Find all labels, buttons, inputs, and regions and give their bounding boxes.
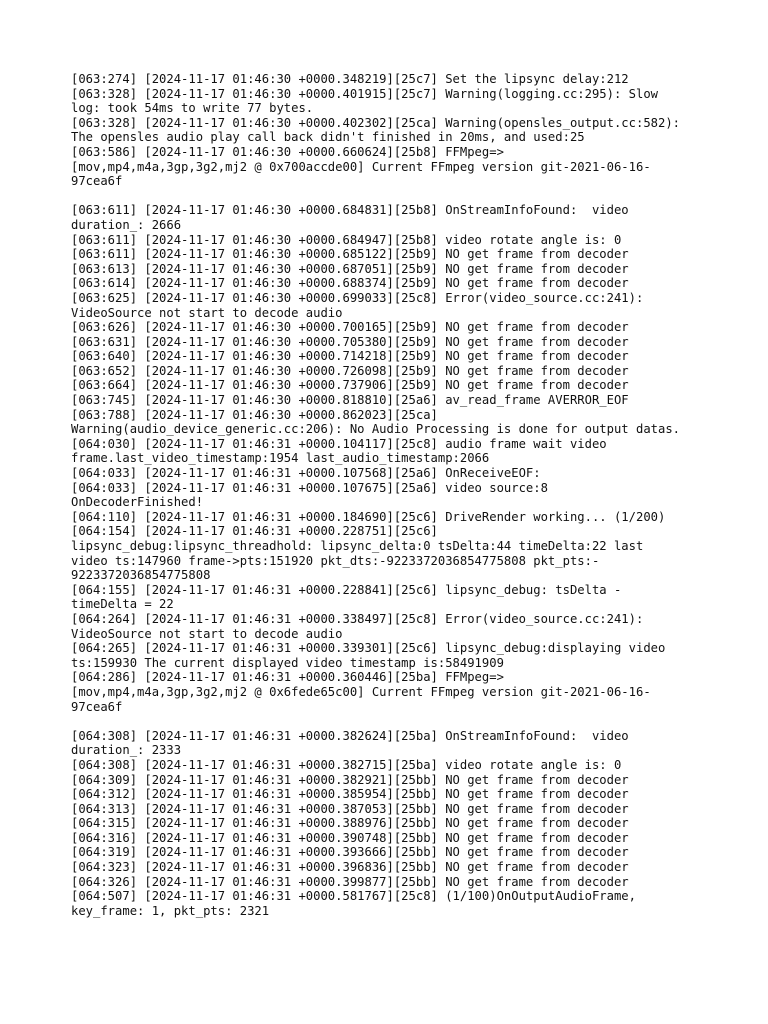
log-line: [064:309] [2024-11-17 01:46:31 +0000.382921][25bb] NO get frame from decoder bbox=[71, 772, 629, 787]
log-line: [063:631] [2024-11-17 01:46:30 +0000.705380][25b9] NO get frame from decoder bbox=[71, 334, 629, 349]
log-line: frame.last_video_timestamp:1954 last_audio_timestamp:2066 bbox=[71, 451, 490, 466]
log-line: [064:326] [2024-11-17 01:46:31 +0000.399877][25bb] NO get frame from decoder bbox=[71, 874, 629, 889]
log-line: [063:625] [2024-11-17 01:46:30 +0000.699033][25c8] Error(video_source.cc:241): bbox=[71, 290, 644, 305]
log-line: [064:033] [2024-11-17 01:46:31 +0000.107675][25a6] video source:8 bbox=[71, 480, 548, 495]
log-line: [063:274] [2024-11-17 01:46:30 +0000.348219][25c7] Set the lipsync delay:212 bbox=[71, 72, 629, 86]
blank-line bbox=[71, 714, 711, 729]
log-line: 97cea6f bbox=[71, 699, 123, 714]
log-line: [063:586] [2024-11-17 01:46:30 +0000.660624][25b8] FFMpeg=> bbox=[71, 144, 504, 159]
log-line: [063:611] [2024-11-17 01:46:30 +0000.684947][25b8] video rotate angle is: 0 bbox=[71, 232, 622, 247]
log-line: 97cea6f bbox=[71, 174, 123, 189]
log-line: [064:286] [2024-11-17 01:46:31 +0000.360446][25ba] FFMpeg=> bbox=[71, 670, 504, 685]
log-line: [064:265] [2024-11-17 01:46:31 +0000.339301][25c6] lipsync_debug:displaying video bbox=[71, 641, 666, 656]
log-line: [064:313] [2024-11-17 01:46:31 +0000.387053][25bb] NO get frame from decoder bbox=[71, 801, 629, 816]
log-line: key_frame: 1, pkt_pts: 2321 bbox=[71, 903, 270, 918]
log-line: video ts:147960 frame->pts:151920 pkt_dts:-9223372036854775808 pkt_pts:- bbox=[71, 553, 600, 568]
log-line: [063:328] [2024-11-17 01:46:30 +0000.402302][25ca] Warning(opensles_output.cc:582): bbox=[71, 115, 681, 130]
log-line: [064:507] [2024-11-17 01:46:31 +0000.581767][25c8] (1/100)OnOutputAudioFrame, bbox=[71, 889, 636, 904]
log-line: timeDelta = 22 bbox=[71, 597, 174, 612]
log-line: duration_: 2666 bbox=[71, 217, 182, 232]
log-line: lipsync_debug:lipsync_threadhold: lipsync_delta:0 tsDelta:44 timeDelta:22 last bbox=[71, 539, 644, 553]
log-line: [063:640] [2024-11-17 01:46:30 +0000.714218][25b9] NO get frame from decoder bbox=[71, 349, 629, 364]
log-line: [063:613] [2024-11-17 01:46:30 +0000.687051][25b9] NO get frame from decoder bbox=[71, 261, 629, 276]
log-line: [063:745] [2024-11-17 01:46:30 +0000.818810][25a6] av_read_frame AVERROR_EOF bbox=[71, 393, 629, 408]
log-line: [064:264] [2024-11-17 01:46:31 +0000.338497][25c8] Error(video_source.cc:241): bbox=[71, 611, 644, 626]
log-line: [063:652] [2024-11-17 01:46:30 +0000.726098][25b9] NO get frame from decoder bbox=[71, 363, 629, 378]
log-line: [063:626] [2024-11-17 01:46:30 +0000.700165][25b9] NO get frame from decoder bbox=[71, 320, 629, 335]
log-line: [064:319] [2024-11-17 01:46:31 +0000.393666][25bb] NO get frame from decoder bbox=[71, 845, 629, 860]
log-line: [063:664] [2024-11-17 01:46:30 +0000.737906][25b9] NO get frame from decoder bbox=[71, 378, 629, 393]
log-line: Warning(audio_device_generic.cc:206): No Audio Processing is done for output datas. bbox=[71, 422, 681, 437]
blank-line bbox=[71, 189, 711, 204]
log-line: [064:033] [2024-11-17 01:46:31 +0000.107568][25a6] OnReceiveEOF: bbox=[71, 466, 541, 481]
log-line: [mov,mp4,m4a,3gp,3g2,mj2 @ 0x6fede65c00] Current FFmpeg version git-2021-06-16- bbox=[71, 684, 651, 699]
log-line: [063:788] [2024-11-17 01:46:30 +0000.862023][25ca] bbox=[71, 407, 438, 422]
log-line: [064:308] [2024-11-17 01:46:31 +0000.382624][25ba] OnStreamInfoFound: video bbox=[71, 728, 629, 743]
log-line: [063:611] [2024-11-17 01:46:30 +0000.685122][25b9] NO get frame from decoder bbox=[71, 247, 629, 262]
log-line: [063:614] [2024-11-17 01:46:30 +0000.688374][25b9] NO get frame from decoder bbox=[71, 276, 629, 291]
log-line: [063:611] [2024-11-17 01:46:30 +0000.684831][25b8] OnStreamInfoFound: video bbox=[71, 203, 629, 218]
log-text-block bbox=[71, 72, 711, 918]
log-line: ts:159930 The current displayed video timestamp is:58491909 bbox=[71, 655, 504, 670]
log-line: [064:155] [2024-11-17 01:46:31 +0000.228841][25c6] lipsync_debug: tsDelta - bbox=[71, 582, 622, 597]
log-line: [064:312] [2024-11-17 01:46:31 +0000.385954][25bb] NO get frame from decoder bbox=[71, 787, 629, 802]
log-line: [064:030] [2024-11-17 01:46:31 +0000.104117][25c8] audio frame wait video bbox=[71, 436, 607, 451]
log-line: [064:315] [2024-11-17 01:46:31 +0000.388976][25bb] NO get frame from decoder bbox=[71, 816, 629, 831]
log-line: 9223372036854775808 bbox=[71, 568, 211, 583]
log-line: log: took 54ms to write 77 bytes. bbox=[71, 101, 314, 116]
log-line: [063:328] [2024-11-17 01:46:30 +0000.401915][25c7] Warning(logging.cc:295): Slow bbox=[71, 86, 658, 101]
log-line: VideoSource not start to decode audio bbox=[71, 305, 343, 320]
log-line: duration_: 2333 bbox=[71, 743, 182, 758]
log-line: [064:154] [2024-11-17 01:46:31 +0000.228751][25c6] bbox=[71, 524, 438, 539]
log-line: VideoSource not start to decode audio bbox=[71, 626, 343, 641]
log-line: The opensles audio play call back didn't finished in 20ms, and used:25 bbox=[71, 130, 585, 145]
log-line: [064:308] [2024-11-17 01:46:31 +0000.382715][25ba] video rotate angle is: 0 bbox=[71, 757, 622, 772]
log-line: [064:110] [2024-11-17 01:46:31 +0000.184690][25c6] DriveRender working... (1/200) bbox=[71, 509, 666, 524]
log-line: OnDecoderFinished! bbox=[71, 495, 204, 510]
log-line: [064:323] [2024-11-17 01:46:31 +0000.396836][25bb] NO get frame from decoder bbox=[71, 860, 629, 875]
log-line: [mov,mp4,m4a,3gp,3g2,mj2 @ 0x700accde00] Current FFmpeg version git-2021-06-16- bbox=[71, 159, 651, 174]
log-line: [064:316] [2024-11-17 01:46:31 +0000.390748][25bb] NO get frame from decoder bbox=[71, 830, 629, 845]
